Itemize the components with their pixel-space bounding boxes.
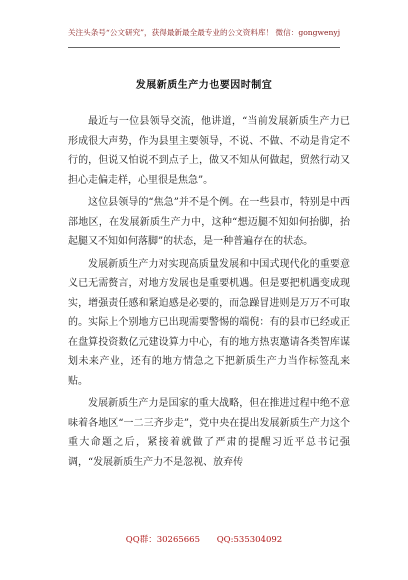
- header-divider: [68, 47, 340, 48]
- footer-qq-group: QQ群：30265665: [125, 535, 200, 545]
- document-title: 发展新质生产力也要因时制宜: [135, 80, 273, 91]
- footer-qq: QQ:535304092: [216, 535, 283, 545]
- body-paragraph: 最近与一位县领导交流，他讲道，“当前发展新质生产力已形成很大声势，作为县里主要领导，不说、不做、不动是肯定不行的，但说又怕说不到点子上，做又不知从何做起，贸然行动又担心走偏走样，心里很是焦急”。: [68, 116, 350, 186]
- document-body: [68, 112, 350, 475]
- body-paragraph: 这位县领导的“焦急”并不是个例。在一些县市，特别是中西部地区，在发展新质生产力中，这种“想迈腿不知如何抬脚，抬起腿又不知如何落脚”的状态，是一种普遍存在的状态。: [68, 197, 350, 247]
- header-note: 关注头条号“公文研究”，获得最新最全最专业的公文资料库！ 微信：gongwenyj: [67, 28, 341, 37]
- body-paragraph: 发展新质生产力是国家的重大战略，但在推进过程中绝不意味着各地区“一二三齐步走”，党中央在提出发展新质生产力这个重大命题之后，紧接着就做了严肃的提醒习近平总书记强调，“发展新质生产力不是忽视、放弃传: [68, 398, 350, 468]
- body-paragraph: 发展新质生产力对实现高质量发展和中国式现代化的重要意义已无需赘言，对地方发展也是重要机遇。但是要把机遇变成现实，增强责任感和紧迫感是必要的，而急躁冒进则是万万不可取的。实际上个别地方已出现需要警惕的端倪：有的县市已经或正在盘算投资数亿元建设算力中心，有的地方热衷邀请各类智库谋划未来产业，还有的地方情急之下把新质生产力当作标签乱来贴。: [68, 258, 350, 387]
- footer-contact: [0, 533, 408, 545]
